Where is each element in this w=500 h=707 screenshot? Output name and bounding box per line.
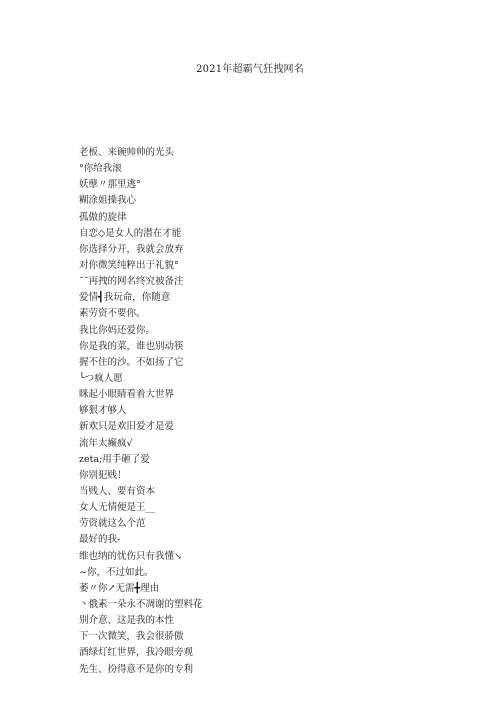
list-item: zeta;用手砸了爱 [79,453,150,465]
list-item: 酒绿灯红世界，我冷眼旁观 [79,647,194,659]
list-item: ╰つ疯人愿 [79,372,123,384]
list-item: 劳资就这么个范 [79,518,146,530]
list-item: 自恋◇是女人的潜在才能 [79,227,182,239]
list-item: ¯¯再拽的网名终究被备注 [79,276,184,288]
list-item: 我比你妈还爱你。 [79,324,156,336]
list-item: 眯起小眼睛看着大世界 [79,389,175,401]
list-item: 新欢只是欢旧爱才是爱 [79,421,175,433]
list-item: °你给我滚 [79,163,122,175]
list-item: 维也纳的忧伤只有我懂↘ [79,550,182,562]
list-item: 最好的我- [79,534,121,546]
list-item: 女人无情便是王__ [79,502,156,514]
page-title: 2021年超霸气狂拽网名 [196,64,304,75]
list-item: 孤傲的旋律 [79,211,127,223]
list-item: 别介意、这是我的本性 [79,615,175,627]
list-item: 萎〃你↗无需╋理由 [79,582,160,594]
list-item: 流年太癫疯√ [79,437,133,449]
list-item: 你选择分开，我就会放弃 [79,243,184,255]
list-item: 爱情┫我玩命，你随意 [79,292,171,304]
name-list [79,145,203,678]
list-item: 先生、扮得意不是你的专利 [79,663,194,675]
list-item: 你别犯贱！ [79,469,127,481]
list-item: 糊涂姐操我心 [79,195,137,207]
list-item: 下一次微笑，我会很骄傲 [79,631,184,643]
list-item: 老板、来碗帅帅的光头 [79,147,175,158]
list-item: 对你微笑纯粹出于礼貌° [79,259,179,271]
list-item: 握不住的沙。不如扬了它 [79,356,184,368]
list-item: 丶俄素一朵永不凋谢的塑料花 [79,598,203,610]
list-item: 你是我的菜，谁也别动筷 [79,340,184,352]
list-item: 妖孽〃那里逃° [79,179,141,191]
list-item: ~你，不过如此。 [79,566,154,578]
list-item: 素劳资不要你。 [79,308,146,320]
list-item: 当贱人、要有资本 [79,485,156,497]
list-item: 够狠才够人 [79,405,127,417]
